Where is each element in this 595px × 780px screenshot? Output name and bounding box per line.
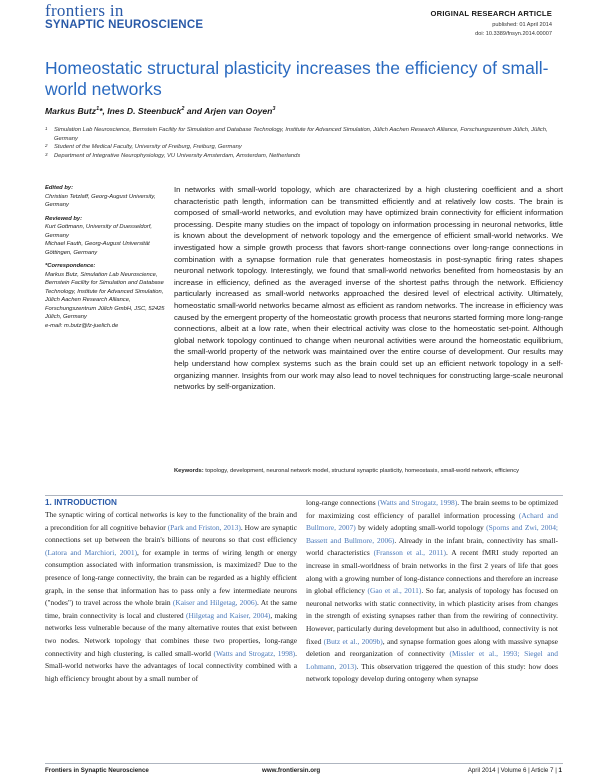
author-separator: ,	[102, 106, 108, 116]
doi: doi: 10.3389/fnsyn.2014.00007	[475, 31, 552, 37]
correspondence-label: *Correspondence:	[45, 263, 96, 269]
citation-link[interactable]: (Watts and Strogatz, 1998)	[213, 648, 296, 658]
citation-link[interactable]: (Hilgetag and Kaiser, 2004)	[186, 610, 271, 620]
abstract: In networks with small-world topology, which are characterized by a high clustering coefficient and a short characteristic path length, information can be transmitted efficiently and at relatively low costs. The brain is composed of small-world networks, and evolution may have optimized brain connectivity for efficient information processing. Despite many studies on the impact of topology on information processing in neuronal networks, little is known about the development of network topology and the emergence of efficient small-world networks. We investigated how a simple growth process that favors short-range connections over long-range connections in combination with a synapse formation rule that generates homeostasis in post-synaptic firing rates shapes neuronal network topology. Interestingly, we found that small-world networks benefited from homeostasis by an increase in efficiency, defined as the averaged inverse of the shortest paths through the network. Efficiency particularly increased as small-world networks approached the desired level of electrical activity. Ultimately, homeostatic small-world networks became almost as efficient as random networks. The increase in efficiency was caused by the emergent property of the homeostatic growth process that neurons started forming more long-range connections, albeit at a low rate, when their electrical activity was close to the homeostatic set-point. Although global network topology continued to change when neuronal activities were around the homeostatic equilibrium, the small-world property of the network was maintained over the entire course of development. Our results may help understand how complex systems such as the brain could set up an efficient network topology in a self-organizing manner. Insights from our work may also lead to novel techniques for constructing large-scale neuronal networks by self-organization.	[174, 185, 563, 392]
reviewer: Kurt Gottmann, University of Duesseldorf, Germany	[45, 224, 152, 239]
body-text: . At the same time, brain connectivity is local and clustered	[45, 598, 297, 620]
citation-link[interactable]: (Butz et al., 2009b)	[323, 636, 383, 646]
body-text: , and synapse formation goes along with massive synapse deletion and reorganization of connectivity	[306, 636, 558, 659]
citation-link[interactable]: (Kaiser and Hilgetag, 2006)	[172, 598, 258, 608]
keywords-text: topology, development, neuronal network model, structural synaptic plasticity, homeostasis, small-world network, efficiency	[205, 468, 520, 474]
author-affil-sup: 2	[181, 106, 185, 113]
citation-link[interactable]: (Watts and Strogatz, 1998)	[377, 498, 458, 507]
editorial-sidebar	[45, 184, 165, 330]
citation-link[interactable]: (Latora and Marchiori, 2001)	[45, 547, 138, 557]
author-name: Ines D. Steenbuck	[107, 106, 182, 116]
article-type: ORIGINAL RESEARCH ARTICLE	[430, 9, 552, 18]
published-date: published: 01 April 2014	[492, 22, 552, 28]
affiliation-number: 2	[45, 143, 48, 149]
body-text: . Already in the infant brain, connectivity has small-world characteristics	[306, 535, 558, 558]
author-list	[45, 106, 275, 116]
affiliation-text: Simulation Lab Neuroscience, Bernstein Facility for Simulation and Database Technology, Institute for Advanced Simulation, Jülich Aachen Research Alliance, Forschungszentrum Jülich, Jülich, Germany	[54, 127, 548, 142]
affiliation-text: Department of Integrative Neurophysiology, VU University Amsterdam, Amsterdam, Netherlands	[54, 152, 301, 159]
footer-journal: Frontiers in Synaptic Neuroscience	[45, 767, 149, 774]
article-title: Homeostatic structural plasticity increases the efficiency of small-world networks	[45, 58, 549, 99]
citation-link[interactable]: (Park and Friston, 2013)	[167, 522, 241, 532]
correspondence-email[interactable]: e-mail: m.butz@fz-juelich.de	[45, 322, 119, 329]
author-affil-sup: 1	[96, 106, 100, 113]
journal-logo	[45, 2, 203, 32]
body-text: long-range connections	[306, 498, 378, 507]
reviewer: Michael Fauth, Georg-August Universität Göttingen, Germany	[45, 241, 150, 256]
affiliation-number: 3	[45, 151, 48, 157]
page-number: 1	[558, 767, 562, 774]
body-text: . The brain seems to be optimized for maximizing cost efficiency of parallel information processing	[306, 498, 558, 520]
author-affil-sup: 3	[272, 106, 276, 113]
body-text: . A recent fMRI study reported an increase in small-worldness of brain networks in the first 2 years of life that goes along with a growing number of long-distance connections and therefore an increase in global efficiency	[306, 548, 558, 596]
author-separator: and	[184, 106, 205, 116]
citation-link[interactable]: (Sporns and Zwi, 2004; Bassett and Bullmore, 2006)	[306, 523, 558, 545]
footer-issue	[468, 767, 562, 774]
author-name: Arjen van Ooyen	[204, 106, 273, 116]
footer-issue-text: April 2014 | Volume 6 | Article 7 |	[467, 767, 559, 774]
journal-logo-top: frontiers in	[45, 1, 124, 20]
body-text: by widely adopting small-world topology	[355, 523, 487, 533]
affiliation-number: 1	[45, 126, 48, 131]
section-divider	[45, 495, 563, 496]
editor: Christian Tetzlaff, Georg-August University, Germany	[45, 193, 156, 208]
affiliation-list	[45, 126, 565, 160]
author-name: Markus Butz	[45, 106, 97, 116]
body-text: . So far, analysis of topology has focused on neuronal networks with static connectivity, in which plasticity arises from changes in the strength of existing synapses rather than from the rewiring of connectivity. However, particularly during development but also in adulthood, connectivity is not fixed	[306, 586, 558, 646]
publication-info	[475, 21, 552, 39]
body-text: , making networks less vulnerable because of the many alternative routes that exist between two nodes. Network topology that combines these two properties, long-range connectivity and high clustering, is called small-world	[45, 610, 297, 658]
body-text: . This observation triggered the question of this study: how does network topology develop during ontogeny when synapse	[306, 661, 558, 684]
footer-url[interactable]: www.frontiersin.org	[262, 767, 321, 774]
section-heading: 1. INTRODUCTION	[45, 498, 117, 507]
body-text: The synaptic wiring of cortical networks is key to the functionality of the brain and a precondition for all cognitive behavior	[45, 510, 297, 532]
affiliation	[45, 143, 565, 152]
body-text: . Small-world networks have the advantages of local connectivity combined with a high efficiency brought about by a small number of	[45, 648, 298, 683]
body-column-right	[306, 497, 558, 686]
correspondence-address: Markus Butz, Simulation Lab Neuroscience, Bernstein Facility for Simulation and Database Technology, Institute for Advanced Simulation, Jülich Aachen Research Alliance, Forschungszentrum Jülich GmbH, JSC, 52425 Jülich, Germany	[45, 271, 165, 320]
affiliation-text: Student of the Medical Faculty, University of Freiburg, Freiburg, Germany	[54, 144, 242, 151]
reviewed-by-label: Reviewed by:	[45, 215, 83, 222]
keywords	[174, 466, 563, 477]
keywords-label: Keywords:	[174, 468, 204, 474]
footer-divider	[45, 763, 563, 764]
affiliation	[45, 152, 565, 161]
citation-link[interactable]: (Fransson et al., 2011)	[373, 548, 446, 558]
citation-link[interactable]: (Gao et al., 2011)	[367, 586, 422, 596]
body-text: . How are synaptic connections set up between the brain's billions of neurons so that cost efficiency	[45, 522, 298, 545]
edited-by-label: Edited by:	[45, 185, 74, 191]
citation-link[interactable]: (Achard and Bullmore, 2007)	[306, 510, 558, 533]
journal-logo-bottom: SYNAPTIC NEUROSCIENCE	[45, 19, 204, 31]
body-text: , for example in terms of wiring length or energy consumption associated with information transmission, is maximized? Due to the presence of long-range connectivity, the brain can be regarded as a highly efficient graph, in the sense that information has to pass only a few intermediate neurons ("nodes") to travel across the whole brain	[45, 547, 297, 608]
affiliation	[45, 126, 565, 143]
body-column-left	[45, 509, 297, 685]
corresponding-star: *	[99, 106, 103, 116]
citation-link[interactable]: (Missler et al., 1993; Siegel and Lohmann, 2013)	[306, 649, 558, 671]
